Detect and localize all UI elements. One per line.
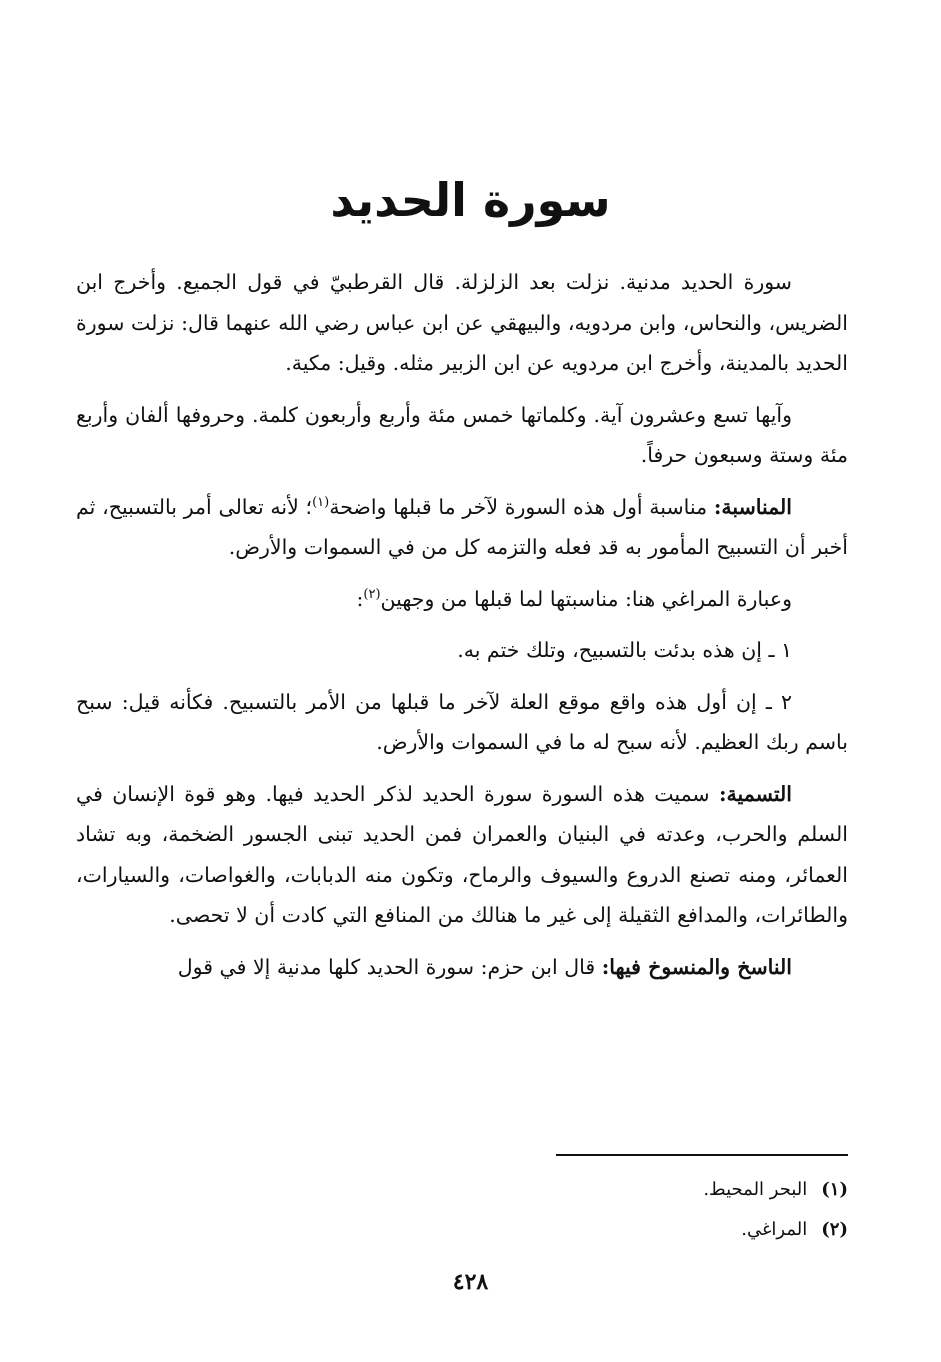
- footnote-ref-2[interactable]: (٢): [363, 586, 381, 602]
- footnote-1: [76, 1170, 848, 1210]
- page-number: ٤٢٨: [452, 1269, 489, 1295]
- paragraph-verse-count: وآيها تسع وعشرون آية. وكلماتها خمس مئة وأربع وأربعون كلمة. وحروفها ألفان وأربع مئة وستة وسبعون حرفاً.: [76, 402, 848, 467]
- munasaba-text-a: مناسبة أول هذه السورة لآخر ما قبلها واضحة: [329, 494, 708, 519]
- paragraph-naskh: [76, 947, 848, 988]
- munasaba-text-b: ؛ لأنه تعالى أمر بالتسبيح، ثم أخبر أن التسبيح المأمور به قد فعله والتزمه كل من في السموات والأرض.: [76, 494, 848, 559]
- list-item-2: ٢ ـ إن أول هذه واقع موقع العلة لآخر ما قبلها من الأمر بالتسبيح. فكأنه قيل: سبح باسم ربك العظيم. لأنه سبح له ما في السموات والأرض.: [76, 689, 848, 754]
- footnote-number: (٢): [821, 1219, 848, 1240]
- footnote-text: المراغي.: [741, 1219, 808, 1240]
- paragraph-maraghi: [76, 579, 848, 620]
- maraghi-colon: :: [356, 586, 364, 611]
- maraghi-text: وعبارة المراغي هنا: مناسبتها لما قبلها من وجهين: [380, 586, 792, 611]
- footnote-number: (١): [821, 1179, 848, 1200]
- tasmiya-text: سميت هذه السورة سورة الحديد لذكر الحديد فيها. وهو قوة الإنسان في السلم والحرب، وعدته في البنيان والعمران فمن الحديد تبنى الجسور الضخمة، وبه تشاد العمائر، ومنه تصنع الدروع والسيوف والرماح، وتكون منه الدبابات، والغواصات، والسيارات، والطائرات، والمدافع الثقيلة إلى غير ما هنالك من المنافع التي كادت أن لا تحصى.: [76, 781, 848, 927]
- footnote-separator: [556, 1154, 848, 1156]
- paragraph-revelation: سورة الحديد مدنية. نزلت بعد الزلزلة. قال القرطبيّ في قول الجميع. وأخرج ابن الضريس، والنحاس، وابن مردويه، والبيهقي عن ابن عباس رضي الله عنهما قال: نزلت سورة الحديد بالمدينة، وأخرج ابن مردويه عن ابن الزبير مثله. وقيل: مكية.: [76, 270, 848, 375]
- footnote-2: [76, 1210, 848, 1250]
- list-item-1: ١ ـ إن هذه بدئت بالتسبيح، وتلك ختم به.: [457, 638, 792, 662]
- surah-title: سورة الحديد: [330, 173, 611, 227]
- footnote-ref-1[interactable]: (١): [312, 494, 330, 510]
- section-label-naskh: الناسخ والمنسوخ فيها:: [601, 954, 792, 979]
- footnotes: [76, 1170, 848, 1250]
- section-label-munasaba: المناسبة:: [713, 494, 792, 519]
- page-body: [76, 262, 848, 998]
- naskh-text: قال ابن حزم: سورة الحديد كلها مدنية إلا في قول: [177, 954, 596, 979]
- paragraph-munasaba: [76, 487, 848, 568]
- section-label-tasmiya: التسمية:: [718, 781, 792, 806]
- paragraph-tasmiya: [76, 774, 848, 936]
- footnote-text: البحر المحيط.: [703, 1179, 808, 1200]
